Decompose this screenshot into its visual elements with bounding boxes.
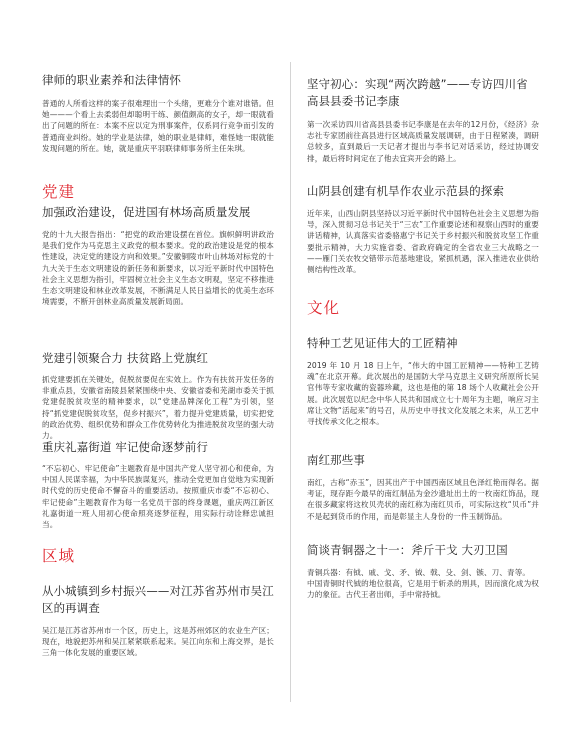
article-wujiang	[42, 583, 274, 659]
section-heading-region: 区域	[42, 547, 76, 565]
article-poverty-alleviation	[42, 350, 274, 441]
article-title: 重庆礼嘉街道 牢记使命逐梦前行	[42, 440, 209, 454]
article-title: 律师的职业素养和法律情怀	[42, 73, 182, 87]
column-divider	[290, 62, 291, 702]
article-nanhong	[307, 452, 539, 522]
article-body: 2019 年 10 月 18 日上午，“伟大的中国工匠精神——特种工艺铸魂”在北京开幕。此次展出的是国防大学马克思主义研究所原所长吴官伟等专家收藏的瓷器珍藏，这也是他的第 18 场个人收藏社会公开展。此次展览以纪念中华人民共和国成立七十周年为主题，响应习主席让文物“活起来”的号召，从历史中寻找文化发展之未来，从工艺中寻找传承文化之根本。	[307, 361, 539, 427]
article-title: 加强政治建设，促进国有林场高质量发展	[42, 205, 251, 219]
article-title: 南红那些事	[307, 453, 365, 467]
article-lijia-street	[42, 439, 274, 530]
article-gaoxian-interview	[307, 76, 539, 164]
article-shanyin-agriculture	[307, 183, 539, 275]
article-bronze-weapons	[307, 542, 539, 601]
article-title: 坚守初心：实现“两次跨越”——专访四川省高县县委书记李康	[307, 77, 528, 108]
article-title: 山阴县创建有机旱作农业示范县的探索	[307, 184, 505, 198]
article-forest-farm	[42, 204, 274, 307]
article-title: 从小城镇到乡村振兴——对江苏省苏州市吴江区的再调查	[42, 584, 274, 615]
article-body: 抓党建要抓在关键处，促脱贫要促在实效上。作为有扶贫开发任务的非重点县，安徽省南陵县紧紧围绕中央、安徽省委和芜湖市委关于抓党建促脱贫攻坚的精神要求，以“党建品牌深化工程”为引领，坚持“抓党建促脱贫攻坚，促乡村振兴”，着力提升党建质量，切实把党的政治优势、组织优势和群众工作优势转化为推进脱贫攻坚的强大动力。	[42, 375, 274, 441]
article-title: 简谈青铜器之十一：斧斤干戈 大刃卫国	[307, 543, 508, 557]
article-body: 第一次采访四川省高县县委书记李康是在去年的12月份，《经济》杂志社专家团前往高县进行区域高质量发展调研，由于日程紧凑，调研总较多，直到最后一天记者才提出与李书记对话采访，经过协调安排，最后将时间定在了他去宜宾开会的路上。	[307, 120, 539, 163]
article-title: 党建引领聚合力 扶贫路上党旗红	[42, 351, 209, 365]
article-body: “不忘初心、牢记使命”主题教育是中国共产党人坚守初心和使命，为中国人民谋幸福，为中华民族谋复兴，推动全党更加自觉地为实现新时代党的历史使命不懈奋斗的重要活动。按照重庆市委“不忘初心、牢记使命”主题教育作为每一名党员干部的终身课题，重庆两江新区礼嘉街道一班人用初心使命照亮逐梦征程，用实际行动诠释忠诚担当。	[42, 464, 274, 530]
article-lawyer	[42, 72, 274, 154]
article-title: 特种工艺见证伟大的工匠精神	[307, 336, 458, 350]
section-heading-party-building: 党建	[42, 183, 76, 201]
article-craftsman-spirit	[307, 335, 539, 427]
article-body: 南红，古称“赤玉”，因其出产于中国西南区域且色泽红艳而得名。据考证，现存距今最早的南红制品为金沙遗址出土的一枚南红饰品，现在很多藏家将这枚贝壳状的南红称为南红贝币，可实际这枚“贝币”并不是起到货币的作用，而是彰显主人身份的一件玉制饰品。	[307, 478, 539, 521]
article-body: 吴江是江苏省苏州市一个区，历史上，这是苏州郊区的农业生产区；现在，地貌把苏州和吴江紧紧联系起来。吴江向东和上海交界，是长三角一体化发展的重要区域。	[42, 626, 274, 658]
article-body: 近年来，山西山阴县坚持以习近平新时代中国特色社会主义思想为指导，深入贯彻习总书记关于“三农”工作重要论述和视察山西时的重要讲话精神，认真落实省委骆惠宁书记关于乡村振兴和脱贫攻坚工作重要批示精神，大力实施省委、省政府确定的全省农业三大战略之一——雁门关农牧交错带示范基地建设，紧抓机遇，深入推进农业供给侧结构性改革。	[307, 209, 539, 275]
article-body: 青铜兵器：有钺、戚、戈、矛、钺、戟、殳、剑、镞、刀、青等。 中国青铜时代钺的地位很高，它是用于斩杀的刑具，因而演化成为权力的象征。古代王者出师，手中常持钺。	[307, 568, 539, 600]
article-body: 党的十九大报告指出：“把党的政治建设摆在首位。旗帜鲜明讲政治是我们党作为马克思主义政党的根本要求。党的政治建设是党的根本性建设，决定党的建设方向和效果。”安徽铜陵市叶山林场对标党的十九大关于生态文明建设的新任务和新要求，以习近平新时代中国特色社会主义思想为指引，牢固树立社会主义生态文明观，坚定不移推进生态文明建设和林业改革发展，不断满足人民日益增长的优美生态环境需要，不断开创林业高质量发展新局面。	[42, 230, 274, 307]
section-heading-culture: 文化	[307, 299, 341, 317]
article-body: 普通的人所看这样的案子很难理出一个头绪，更难分个谁对谁错。但她———个看上去柔弱但却聪明干练、颜值颇高的女子，却一眼就看出了问题的所在：本案不应以定为刑事案件，仅系同行竞争而引发的普通商业纠纷。她的学业是法律，她的职业是律师，难怪她一眼就能发现问题的所在。她，就是重庆平羽联律师事务所主任朱琪。	[42, 99, 274, 153]
